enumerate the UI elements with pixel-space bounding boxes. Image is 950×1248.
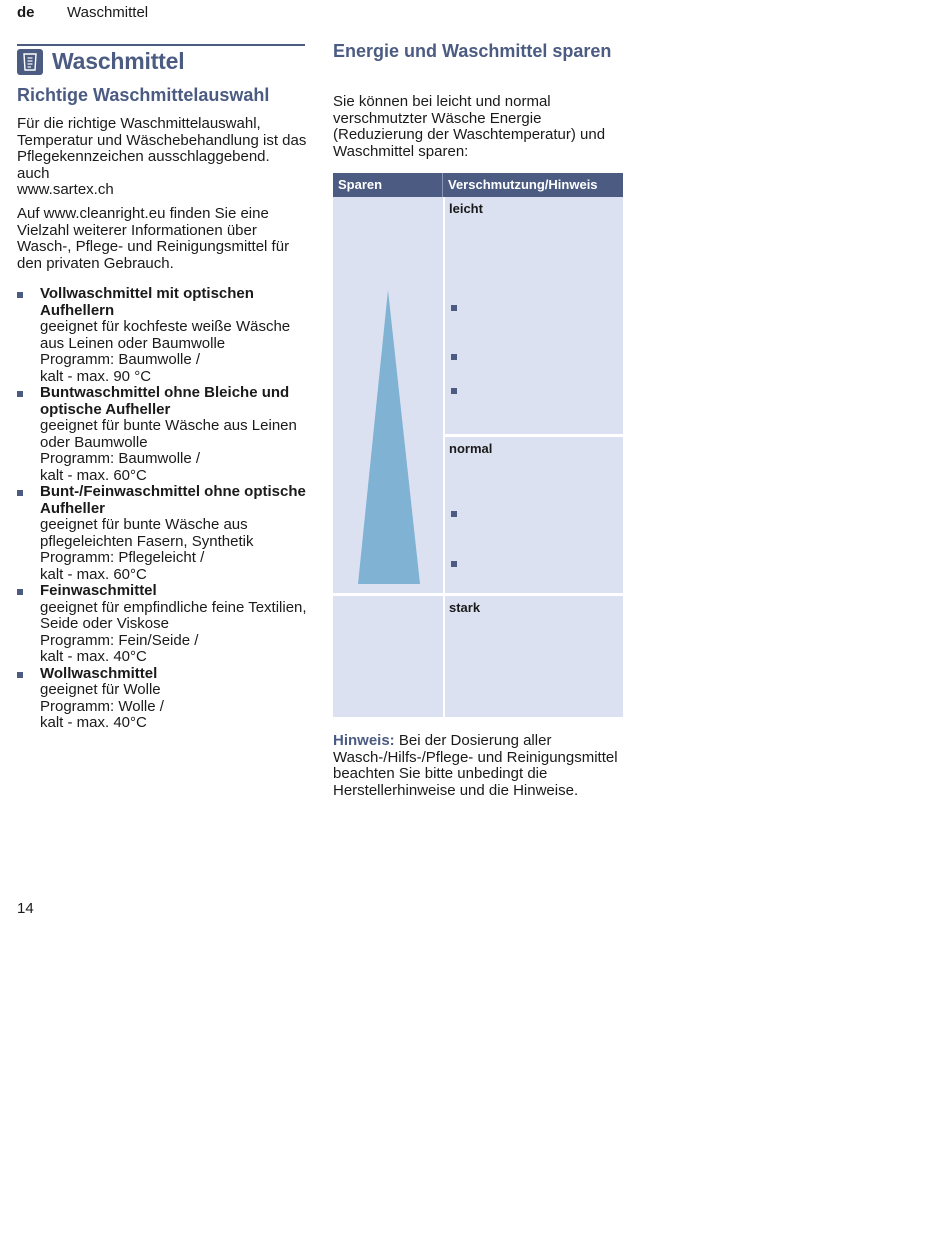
note-label: Hinweis: [333,732,395,749]
bullet-square-icon [451,388,457,394]
soiling-level-label: leicht [449,201,483,216]
page-number: 14 [17,900,34,917]
detergent-list [17,286,317,732]
detergent-program: Programm: Wolle / [40,697,164,715]
detergent-program: Programm: Fein/Seide / [40,631,199,649]
bullet-square-icon [451,305,457,311]
detergent-name: Vollwaschmittel mit optischen Aufhellern [40,285,254,319]
column-header-verschmutzung: Verschmutzung/Hinweis [448,177,598,192]
running-header [17,4,149,21]
table-row-stark [445,596,623,717]
detergent-desc: geeignet für empfindliche feine Textilien, Seide oder Viskose [40,598,307,632]
page-title: Waschmittel [52,47,185,74]
section-title-row [17,47,184,75]
header-title: Waschmittel [67,4,149,21]
detergent-name: Bunt-/Feinwaschmittel ohne optische Aufheller [40,483,306,517]
cleanright-paragraph: Auf www.cleanright.eu finden Sie eine Vielzahl weiterer Informationen über Wasch-, Pflege- und Reinigungsmittel für den privaten Gebrauch. [17,205,290,272]
detergent-temp: kalt - max. 40°C [40,714,147,731]
row-divider [333,593,443,596]
detergent-program: Programm: Baumwolle / [40,351,201,368]
savings-table [333,173,623,717]
bullet-square-icon [451,561,457,567]
section-subtitle: Richtige Waschmittelauswahl [17,85,270,105]
detergent-name: Buntwaschmittel ohne Bleiche und optische Aufheller [40,384,290,418]
list-item [17,484,317,583]
title-rule [17,44,305,46]
energy-intro: Sie können bei leicht und normal verschmutzter Wäsche Energie (Reduzierung der Waschtemperatur) und Waschmittel sparen: [333,93,606,160]
detergent-icon [17,49,43,75]
soiling-level-label: normal [449,441,493,456]
table-body [333,197,623,717]
detergent-name: Wollwaschmittel [40,664,158,682]
bullet-square-icon [451,354,457,360]
savings-column [333,197,443,717]
language-code: de [17,4,35,21]
soiling-level-label: stark [449,600,481,615]
detergent-temp: kalt - max. 40°C [40,648,147,665]
intro-main-text: Für die richtige Waschmittelauswahl, Temperatur und Wäschebehandlung ist das Pflegekennzeichen ausschlaggebend. [17,115,307,165]
bullet-square-icon [17,672,23,678]
detergent-desc: geeignet für kochfeste weiße Wäsche aus Leinen oder Baumwolle [40,318,291,352]
note-paragraph [333,733,618,799]
detergent-program: Programm: Baumwolle / [40,450,201,467]
detergent-temp: kalt - max. 90 °C [40,367,152,385]
bullet-square-icon [451,511,457,517]
list-item [17,583,317,666]
list-item [17,286,317,385]
list-item [17,385,317,484]
table-header [333,173,623,197]
bullet-square-icon [17,589,23,595]
table-row-normal [445,437,623,593]
energy-section [333,40,623,160]
detergent-name: Feinwaschmittel [40,582,157,599]
intro-extra-text: auch [17,164,50,182]
table-row-leicht [445,197,623,434]
note-text: Bei der Dosierung aller Wasch-/Hilfs-/Pflege- und Reinigungsmittel beachten Sie bitte unbedingt die Herstellerhinweise und die Hinweise. [333,732,618,799]
savings-triangle-icon [358,290,420,586]
detergent-temp: kalt - max. 60°C [40,565,147,583]
energy-heading: Energie und Waschmittel sparen [333,41,612,61]
intro-paragraph [17,116,312,199]
detergent-temp: kalt - max. 60°C [40,466,147,484]
sartex-link-text: www.sartex.ch [17,181,114,198]
bullet-square-icon [17,292,23,298]
detergent-desc: geeignet für bunte Wäsche aus Leinen oder Baumwolle [40,417,297,451]
bullet-square-icon [17,490,23,496]
list-item [17,666,317,732]
detergent-desc: geeignet für Wolle [40,681,161,698]
bullet-square-icon [17,391,23,397]
column-header-sparen: Sparen [333,173,443,197]
detergent-program: Programm: Pflegeleicht / [40,549,205,566]
detergent-desc: geeignet für bunte Wäsche aus pflegeleichten Fasern, Synthetik [40,516,254,550]
